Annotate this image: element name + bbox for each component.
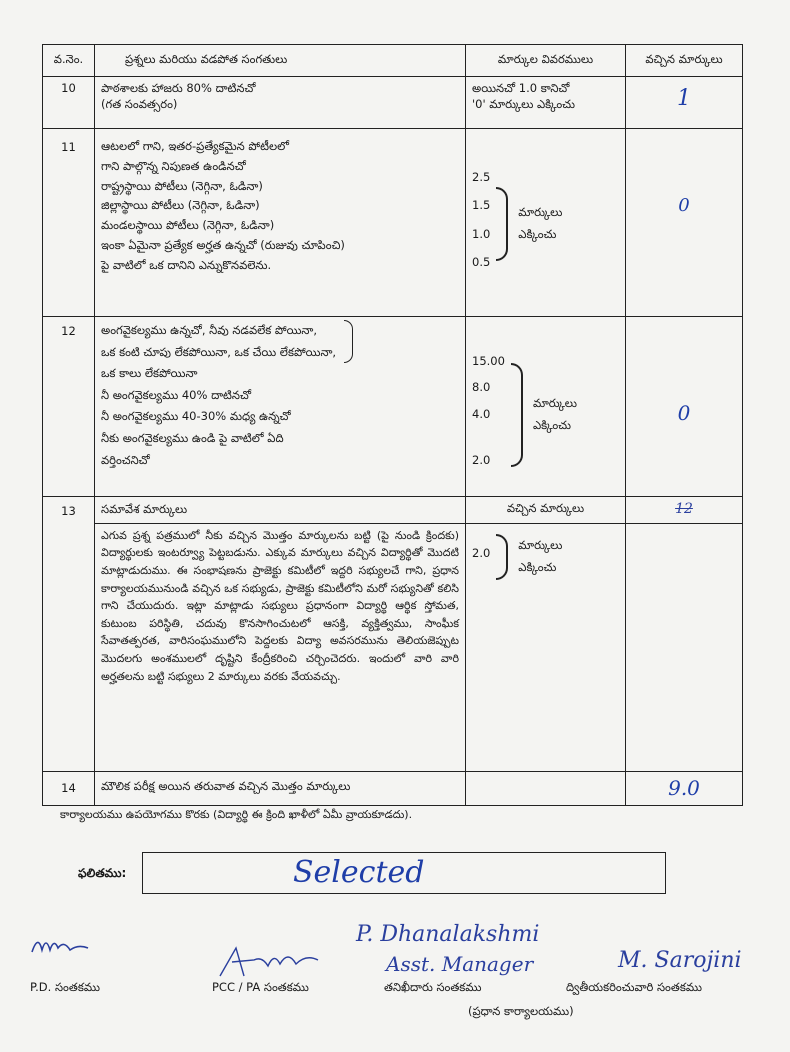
pcc-signature-label: PCC / PA సంతకము — [212, 980, 309, 994]
marks-brace-group — [472, 534, 619, 580]
marks-label-line: ఎక్కించు — [518, 559, 557, 574]
result-box — [142, 852, 666, 894]
question-line: నీ అంగవైకల్యము 40% దాటినచో — [101, 387, 252, 402]
marks-value: 1.0 — [472, 226, 491, 241]
obtained-subheader — [626, 497, 743, 524]
head-office-note: (ప్రధాన కార్యాలయము) — [468, 1004, 574, 1018]
pd-signature-label: P.D. సంతకము — [30, 980, 100, 994]
marks-label-line: ఎక్కించు — [518, 226, 557, 241]
table-header-row — [43, 45, 743, 77]
marks-line: '0' మార్కులు ఎక్కించు — [472, 97, 575, 112]
row-number: 13 — [43, 497, 95, 772]
marks-label-line: ఎక్కించు — [532, 417, 571, 432]
row-number: 14 — [43, 771, 95, 805]
interview-paragraph: ఎగువ ప్రశ్న పత్రములో నీకు వచ్చిన మొత్తం మార్కులను బట్టి (పై నుండి క్రిందకు) విద్యార్థులకు ఇంటర్వ్యూ పెట్టబడును. ఎక్కువ మార్కులు వచ్చిన విద్యార్థితో మొదటి మాట్లాడుదుము. ఈ సంభాషణను ప్రాజెక్టు కమిటీలో ఇద్దరి సభ్యులచే గాని, ప్రధాన కార్యాలయమునుండి వచ్చిన ఒక సభ్యుడు, ప్రాజెక్టు కమిటీలోని మరో సభ్యునితో కలిసి గాని చేయుదురు. ఇట్లా మాట్లాడు సభ్యులు ప్రధానంగా విద్యార్థి ఆర్థిక స్తోమత, కుటుంబ పరిస్థితి, చదువు కొనసాగించుటలో ఆసక్తి, వ్యక్తిత్వము, సాంఘీక సేవాతత్పరత, వారిసంఘములోని పెద్దలకు విద్యా అవసరమును తెలియజెప్పుట మొదలగు అంశములలో దృష్టిని కేంద్రీకరించి చర్చించెదరు. ఇందులో వారి వారి అర్హతలను బట్టి సభ్యులు 2 మార్కులు వరకు వేయవచ్చు. — [95, 523, 466, 771]
row-number: 10 — [43, 77, 95, 129]
question-line: జిల్లాస్థాయి పోటీలు (నెగ్గినా, ఓడినా) — [101, 198, 260, 213]
marks-line: అయినచో 1.0 కానిచో — [472, 81, 570, 95]
table-row — [43, 77, 743, 129]
question-line: నీ అంగవైకల్యము 40-30% మధ్య ఉన్నచో — [101, 409, 291, 424]
brace — [496, 187, 508, 261]
signature-scribble-icon — [214, 942, 324, 982]
row-number: 11 — [43, 129, 95, 317]
question-line: ఇంకా ఏమైనా ప్రత్యేక అర్హత ఉన్నచో (రుజువు చూపించి) — [101, 237, 345, 252]
question-line: ఒక కాలు లేకపోయినా — [101, 366, 198, 381]
marks-value: 2.0 — [472, 545, 491, 560]
question-line: పాఠశాలకు హాజరు 80% దాటినచో — [101, 81, 256, 95]
struck-value: 12 — [675, 501, 693, 517]
signature-scribble-icon — [30, 930, 90, 960]
question-line: అంగవైకల్యము ఉన్నచో, నీవు నడవలేక పోయినా, — [101, 323, 318, 337]
obtained-marks: 0 — [626, 317, 743, 497]
brace — [344, 320, 353, 363]
question-cell — [95, 77, 466, 129]
marks-value: 2.0 — [472, 452, 491, 467]
header-serial: వ.నెం. — [43, 45, 95, 77]
question-title: సమావేశ మార్కులు — [95, 497, 466, 524]
office-use-note: కార్యాలయము ఉపయోగము కొరకు (విద్యార్థి ఈ క్రింది ఖాళీలో ఏమీ వ్రాయకూడదు). — [60, 808, 413, 821]
table-row — [43, 317, 743, 497]
table-row — [43, 129, 743, 317]
marks-subheader: వచ్చిన మార్కులు — [466, 497, 626, 524]
marks-value: 0.5 — [472, 254, 491, 269]
question-line: ఒక కంటి చూపు లేకపోయినా, ఒక చేయి లేకపోయినా, — [101, 344, 337, 359]
marks-label-line: మార్కులు — [518, 204, 563, 219]
obtained-marks — [626, 523, 743, 771]
question-cell — [95, 129, 466, 317]
brace — [511, 363, 523, 467]
table-row — [43, 771, 743, 805]
marks-value: 2.5 — [472, 170, 491, 184]
question-line: వర్తించనిచో — [101, 452, 150, 467]
inspector-signature-label: తనిఖీదారు సంతకము — [384, 980, 482, 994]
brace — [496, 534, 508, 580]
inspector-handwritten-name: P. Dhanalakshmi — [356, 922, 540, 947]
marks-values — [472, 353, 505, 476]
marks-value: 8.0 — [472, 380, 491, 395]
result-section — [78, 852, 668, 896]
marks-detail-cell — [466, 77, 626, 129]
marks-label-line: మార్కులు — [518, 538, 563, 553]
marks-label-line: మార్కులు — [532, 395, 577, 410]
table-row — [43, 497, 743, 524]
marks-values — [472, 169, 490, 278]
obtained-marks: 1 — [626, 77, 743, 129]
marks-label — [518, 202, 562, 246]
marks-detail-cell — [466, 771, 626, 805]
marks-value: 1.5 — [472, 198, 491, 213]
obtained-marks: 0 — [626, 129, 743, 317]
total-marks: 9.0 — [626, 771, 743, 805]
marks-value: 4.0 — [472, 406, 491, 421]
marks-label — [518, 535, 562, 579]
question-line: మండలస్థాయి పోటీలు (నెగ్గినా, ఓడినా) — [101, 218, 275, 233]
marks-brace-group — [472, 353, 619, 476]
marks-detail-cell — [466, 317, 626, 497]
question-line: నీకు అంగవైకల్యము ఉండి పై వాటిలో ఏది — [101, 431, 284, 446]
question-cell: మౌలిక పరీక్ష అయిన తరువాత వచ్చిన మొత్తం మార్కులు — [95, 771, 466, 805]
question-line: గాని పాల్గొన్న నిపుణత ఉండినచో — [101, 158, 246, 173]
pd-signature-scribble — [30, 930, 90, 966]
result-label: ఫలితము: — [78, 866, 127, 880]
question-line: ఆటలలో గాని, ఇతర-ప్రత్యేకమైన పోటీలలో — [101, 139, 289, 153]
question-line: పై వాటిలో ఒక దానిని ఎన్నుకొనవలెను. — [101, 257, 272, 272]
marks-value: 15.00 — [472, 354, 505, 368]
marks-detail-cell — [466, 129, 626, 317]
question-line: (గత సంవత్సరం) — [101, 97, 178, 112]
header-marks-obtained: వచ్చిన మార్కులు — [626, 45, 743, 77]
marks-label — [533, 393, 577, 437]
marks-values — [472, 545, 490, 569]
result-value: Selected — [293, 855, 425, 890]
question-brace-group — [101, 320, 459, 363]
marks-table — [42, 44, 743, 806]
table-row — [43, 523, 743, 771]
verifier-handwritten-name: M. Sarojini — [618, 948, 742, 973]
inspector-handwritten-title: Asst. Manager — [386, 952, 534, 976]
marks-detail-cell — [466, 523, 626, 771]
question-cell — [95, 317, 466, 497]
header-question: ప్రశ్నలు మరియు వడపోత సంగతులు — [95, 45, 466, 77]
marks-brace-group — [472, 169, 619, 278]
question-line: రాష్ట్రస్థాయి పోటీలు (నెగ్గినా, ఓడినా) — [101, 178, 263, 193]
header-marks-detail: మార్కుల వివరములు — [466, 45, 626, 77]
verifier-signature-label: ద్వితీయకరించువారి సంతకము — [566, 980, 702, 994]
row-number: 12 — [43, 317, 95, 497]
